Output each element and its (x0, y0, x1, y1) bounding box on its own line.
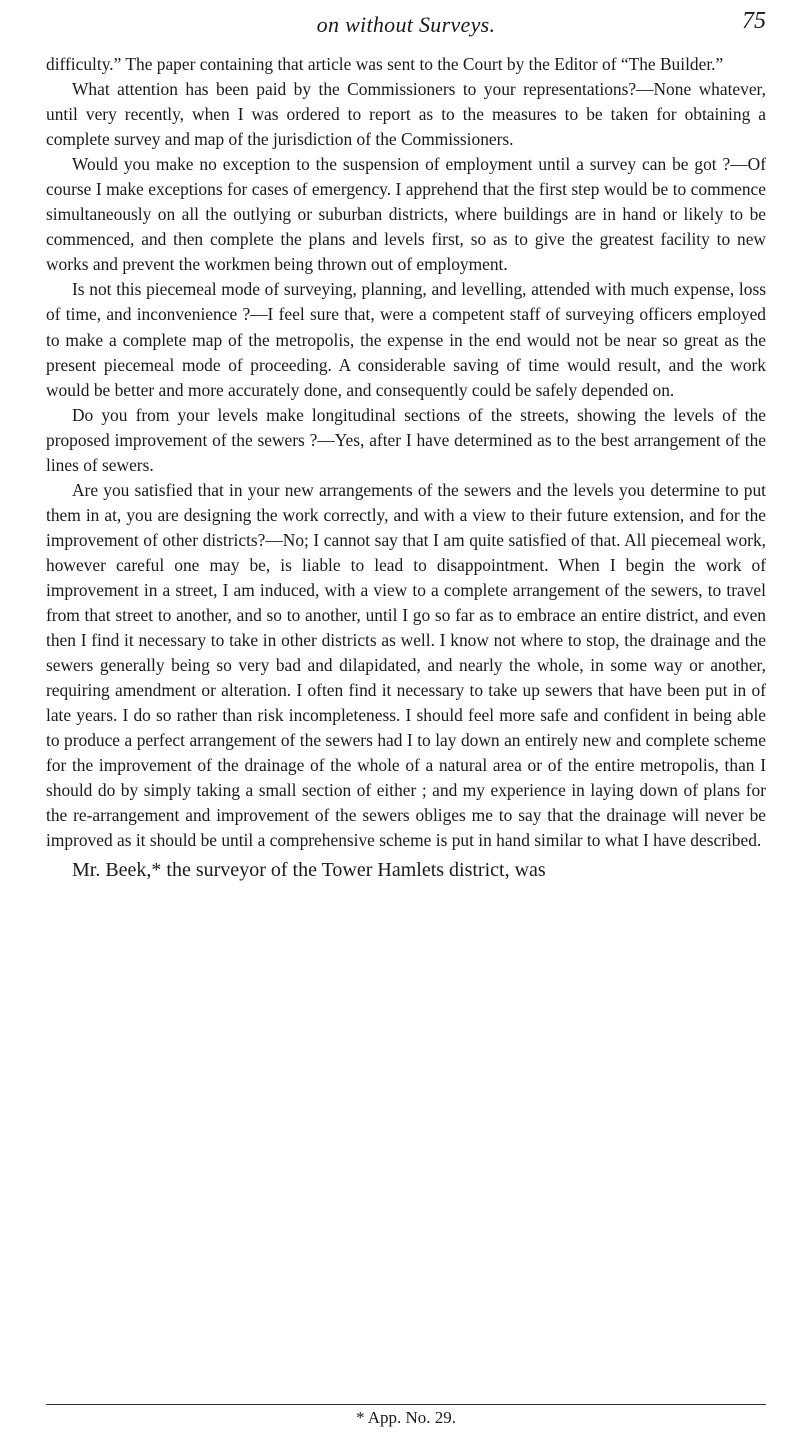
paragraph: Would you make no exception to the suspension of employment until a survey can be got ?—Of course I make exceptions for cases of emergency. I apprehend that the first step would be to commence simultaneously on all the outlying or suburban districts, where buildings are in hand or likely to be commenced, and then complete the plans and levels first, so as to give the greatest facility to new works and prevent the workmen being thrown out of employment. (46, 154, 766, 275)
book-page (46, 0, 766, 1436)
paragraph: Are you satisfied that in your new arrangements of the sewers and the levels you determine to put them in at, you are designing the work correctly, and with a view to their future extension, and for the improvement of other districts?—No; I cannot say that I am quite satisfied of that. All piecemeal work, however careful one may be, is liable to lead to disappointment. When I begin the work of improvement in a street, I am induced, with a view to a complete arrangement of the sewers, to travel from that street to another, and so to another, until I go so far as to embrace an entire district, and even then I find it necessary to take in other districts as well. I know not where to stop, the drainage and the sewers generally being so very bad and dilapidated, and nearly the whole, in some way or another, requiring amendment or alteration. I often find it necessary to take up sewers that have been put in of late years. I do so rather than risk incompleteness. I should feel more safe and confident in being able to produce a perfect arrangement of the sewers had I to lay down an entirely new and complete scheme for the improvement of the drainage of the whole of a natural area or of the entire metropolis, than I should do by simply taking a small section of either ; and my experience in laying down of plans for the re-arrangement and improvement of the sewers obliges me to say that the drainage will never be improved as it should be until a comprehensive scheme is put in hand similar to what I have described. (46, 479, 766, 851)
footnote: * App. No. 29. (355, 1408, 457, 1427)
paragraph: What attention has been paid by the Commissioners to your representations?—None whatever, until very recently, when I was ordered to report as to the measures to be taken for obtaining a complete survey and map of the jurisdiction of the Commissioners. (46, 79, 766, 150)
page-number: 75 (742, 8, 766, 34)
running-title: on without Surveys. (316, 12, 496, 37)
paragraph-continued: Mr. Beek,* the surveyor of the Tower Hamlets district, was (72, 858, 546, 881)
body-text (46, 52, 766, 884)
paragraph: Do you from your levels make longitudinal sections of the streets, showing the levels of the proposed improvement of the sewers ?—Yes, after I have determined as to the best arrangement of the lines of sewers. (46, 404, 766, 475)
paragraph: difficulty.” The paper containing that article was sent to the Court by the Editor of “The Builder.” (46, 54, 724, 74)
paragraph: Is not this piecemeal mode of surveying, planning, and levelling, attended with much expense, loss of time, and inconvenience ?—I feel sure that, were a competent staff of surveying officers employed to make a complete map of the metropolis, the expense in the end would not be near so great as the present piecemeal mode of proceeding. A considerable saving of time would result, and the work would be better and more accurately done, and consequently could be safely depended on. (46, 279, 766, 400)
footnote-divider (46, 1404, 766, 1405)
page-header (46, 0, 766, 52)
